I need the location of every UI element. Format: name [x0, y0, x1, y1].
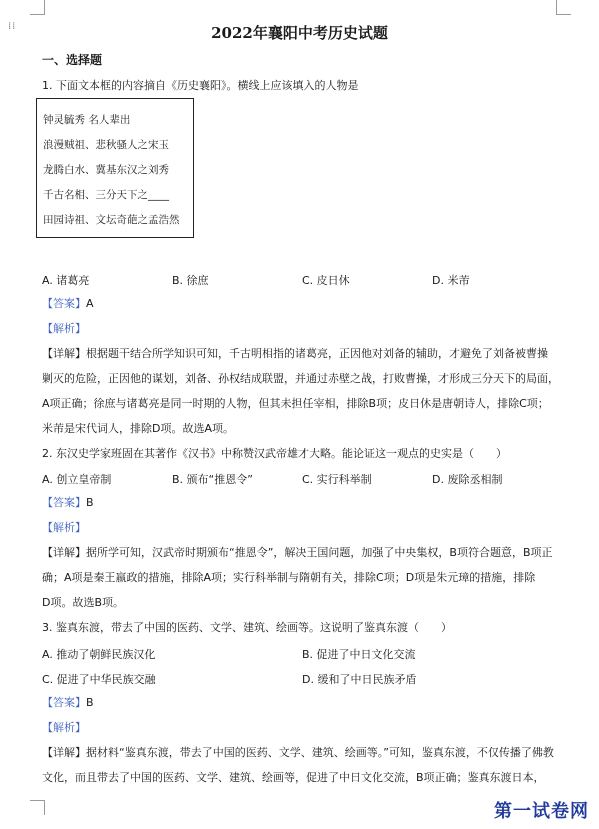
detail-text: 据所学可知，汉武帝时期颁布“推恩令”，解决王国问题，加强了中央集权，B项符合题意，B项正 — [86, 546, 553, 559]
q1-option-c: C. 皮日休 — [302, 274, 350, 287]
q3-option-d: D. 缓和了中日民族矛盾 — [302, 673, 417, 686]
q2-answer — [42, 496, 557, 510]
section-heading: 一、选择题 — [42, 53, 103, 67]
q1-box-line: 田园诗祖、文坛奇葩之孟浩然 — [43, 214, 180, 226]
q2-detail-line — [42, 546, 557, 560]
q3-analysis-label: 【解析】 — [42, 721, 86, 734]
q2-option-d: D. 废除丞相制 — [432, 473, 503, 486]
detail-label: 【详解】 — [42, 546, 86, 559]
q2-option-c: C. 实行科举制 — [302, 473, 372, 486]
q3-option-c: C. 促进了中华民族交融 — [42, 673, 156, 686]
drag-handle-icon[interactable]: ⁞⁞ — [8, 21, 17, 32]
q1-box-line: 浪漫贼祖、悲秋骚人之宋玉 — [43, 139, 169, 151]
q1-answer — [42, 297, 557, 311]
q3-answer — [42, 696, 557, 710]
q2-detail-line: D项。故选B项。 — [42, 596, 125, 609]
answer-value: B — [86, 696, 94, 709]
q1-option-d: D. 米芾 — [432, 274, 470, 287]
q1-box-line: 钟灵毓秀 名人辈出 — [43, 114, 131, 126]
q1-detail-line: 米芾是宋代词人，排除D项。故选A项。 — [42, 422, 234, 435]
q3-detail-line — [42, 746, 557, 760]
q2-stem: 2. 东汉史学家班固在其著作《汉书》中称赞汉武帝雄才大略。能论证这一观点的史实是（ ） — [42, 447, 507, 460]
detail-label: 【详解】 — [42, 347, 86, 360]
q1-analysis-label: 【解析】 — [42, 322, 86, 335]
q3-stem: 3. 鉴真东渡，带去了中国的医药、文学、建筑、绘画等。这说明了鉴真东渡（ ） — [42, 621, 452, 634]
q1-detail-line: 剿灭的危险，正因他的谋划，刘备、孙权结成联盟，并通过赤壁之战，打败曹操，才形成三分天下的局面， — [42, 372, 559, 385]
crop-mark-top-left — [30, 0, 45, 15]
answer-label: 【答案】 — [42, 297, 86, 310]
crop-mark-top-right — [556, 0, 571, 15]
q1-quote-box — [36, 98, 194, 238]
answer-label: 【答案】 — [42, 696, 86, 709]
q1-box-line: 龙腾白水、冀基东汉之刘秀 — [43, 164, 169, 176]
crop-mark-bottom-left — [30, 800, 45, 815]
detail-label: 【详解】 — [42, 746, 86, 759]
page-title: 2022年襄阳中考历史试题 — [211, 24, 388, 42]
q3-option-b: B. 促进了中日文化交流 — [302, 648, 416, 661]
q1-option-a: A. 诸葛亮 — [42, 274, 90, 287]
q1-option-b: B. 徐庶 — [172, 274, 209, 287]
q2-option-a: A. 创立皇帝制 — [42, 473, 112, 486]
answer-value: A — [86, 297, 94, 310]
q1-stem: 1. 下面文本框的内容摘自《历史襄阳》。横线上应该填入的人物是 — [42, 79, 359, 92]
q1-detail-line: A项正确；徐庶与诸葛亮是同一时期的人物，但其未担任宰相，排除B项；皮日休是唐朝诗人，排除C项； — [42, 397, 549, 410]
q3-detail-line: 文化，而且带去了中国的医药、文学、建筑、绘画等，促进了中日文化交流，B项正确；鉴真东渡日本， — [42, 771, 545, 784]
q1-detail-line — [42, 347, 557, 361]
answer-value: B — [86, 496, 94, 509]
answer-label: 【答案】 — [42, 496, 86, 509]
q3-option-a: A. 推动了朝鲜民族汉化 — [42, 648, 156, 661]
detail-text: 根据题干结合所学知识可知，千古明相指的诸葛亮，正因他对刘备的辅助，才避免了刘备被曹操 — [86, 347, 548, 360]
q1-box-line: 千古名相、三分天下之____ — [43, 189, 169, 201]
detail-text: 据材料“鉴真东渡，带去了中国的医药、文学、建筑、绘画等。”可知，鉴真东渡，不仅传播了佛教 — [86, 746, 554, 759]
q2-detail-line: 确；A项是秦王嬴政的措施，排除A项；实行科举制与隋朝有关，排除C项；D项是朱元璋的措施，排除 — [42, 571, 536, 584]
site-watermark-logo: 第一试卷网 — [494, 801, 589, 822]
q2-option-b: B. 颁布“推恩令” — [172, 473, 253, 486]
q2-analysis-label: 【解析】 — [42, 521, 86, 534]
